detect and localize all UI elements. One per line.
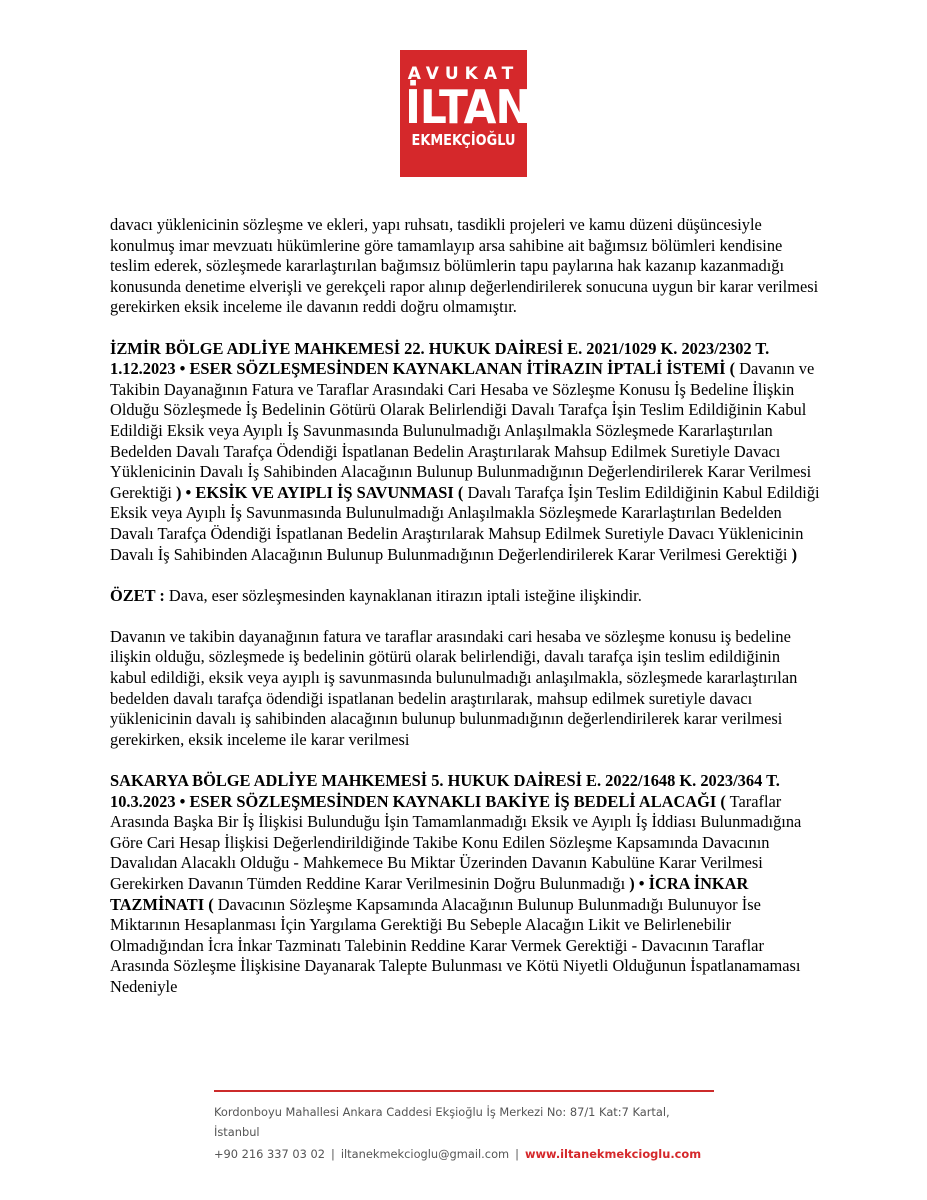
izmir-heading: İZMİR BÖLGE ADLİYE MAHKEMESİ 22. HUKUK DAİRESİ E. 2021/1029 K. 2023/2302 T. 1.12.2023 • ESER SÖZLEŞMESİNDEN KAYNAKLANAN İTİRAZIN İPTALİ İSTEMİ ( [110, 338, 770, 379]
ozet-label: ÖZET : [110, 585, 165, 605]
izmir-summary-1: Davanın ve Takibin Dayanağının Fatura ve Taraflar Arasındaki Cari Hesaba ve Sözleşme Konusu İş Bedeline İlişkin Olduğu Sözleşmede İş Bedelinin Götürü Olarak Belirlendiği Davalı Tarafça İşin Teslim Edildiğinin Kabul Edildiği Eksik veya Ayıplı İş Savunmasında Bulunulmadığı Anlaşılmakla Sözleşmede Kararlaştırılan Bedelden Davalı Tarafça Ödendiği İspatlanan Bedelin Araştırılarak Mahsup Edilmek Suretiyle Davacı Yüklenicinin Davalı İş Sahibinden Alacağının Bulunup Bulunmadığının Değerlendirilerek Karar Verilmesi Gerektiği [110, 359, 815, 502]
footer-contact-line [214, 1144, 714, 1164]
document-body [110, 215, 820, 1018]
logo-line-avukat: AVUKAT [407, 64, 520, 84]
ozet-text: Dava, eser sözleşmesinden kaynaklanan itirazın iptali isteğine ilişkindir. [164, 585, 642, 605]
footer-phone: +90 216 337 03 02 [214, 1147, 325, 1161]
sakarya-heading: SAKARYA BÖLGE ADLİYE MAHKEMESİ 5. HUKUK DAİRESİ E. 2022/1648 K. 2023/364 T. 10.3.2023 • ESER SÖZLEŞMESİNDEN KAYNAKLI BAKİYE İŞ BEDELİ ALACAĞI ( [110, 771, 780, 811]
logo-line-ekmekcioglu: EKMEKÇİOĞLU [411, 131, 516, 149]
paragraph-izmir-decision [110, 339, 820, 566]
footer-separator: | [331, 1147, 335, 1161]
footer-website: www.iltanekmekcioglu.com [524, 1147, 702, 1161]
sakarya-summary-2: Davacının Sözleşme Kapsamında Alacağının Bulunup Bulunmadığı Bulunuyor İse Miktarının Hesaplanması İçin Yargılama Gerektiği Bu Sebeple Alacağın Likit ve Belirlenebilir Olmadığından İcra İnkar Tazminatı Talebinin Reddine Karar Vermek Gerektiği - Davacının Taraflar Arasında Sözleşme İlişkisine Dayanarak Talepte Bulunması ve Kötü Niyetli Olduğunun İspatlanamaması Nedeniyle [110, 894, 801, 996]
sakarya-summary-1: Taraflar Arasında Başka Bir İş İlişkisi Bulunduğu İşin Tamamlanmadığı Eksik ve Ayıplı İş İddiası Bulunmadığına Göre Cari Hesap İlişkisi Değerlendirildiğinde Takibe Konu Edilen Sözleşme Kapsamında Davacının Davalıdan Alacaklı Olduğu - Mahkemece Bu Miktar Üzerinden Davanın Kabulüne Karar Verilmesi Gerekirken Davanın Tümden Reddine Karar Verilmesinin Doğru Bulunmadığı [110, 791, 802, 893]
law-firm-logo [400, 50, 530, 177]
paragraph-ozet [110, 586, 820, 607]
logo-line-iltan: İLTAN [405, 80, 530, 134]
footer-divider [214, 1090, 714, 1092]
izmir-heading-2: ) • EKSİK VE AYIPLI İŞ SAVUNMASI ( [176, 482, 464, 502]
paragraph-intro: davacı yüklenicinin sözleşme ve ekleri, yapı ruhsatı, tasdikli projeleri ve kamu düzeni düşüncesiyle konulmuş imar mevzuatı hükümlerine göre tamamlayıp arsa sahibine ait bağımsız bölümleri kendisine teslim ederek, sözleşmede kararlaştırılan bağımsız bölümlerin tapu paylarına hak kazanıp kazanmadığı konusunda denetime elverişli ve gerekçeli rapor alınıp değerlendirilerek sonucuna uygun bir karar verilmesi gerekirken eksik inceleme ile davanın reddi doğru olmamıştır. [110, 215, 819, 317]
footer-address: Kordonboyu Mahallesi Ankara Caddesi Ekşioğlu İş Merkezi No: 87/1 Kat:7 Kartal, İstanbul [214, 1105, 670, 1139]
paragraph-sakarya-decision [110, 771, 820, 998]
footer-separator: | [515, 1147, 519, 1161]
izmir-summary-2: Davalı Tarafça İşin Teslim Edildiğinin Kabul Edildiği Eksik veya Ayıplı İş Savunmasında Bulunulmadığı Anlaşılmakla Sözleşmede Kararlaştırılan Bedelden Davalı Tarafça Ödendiği İspatlanan Bedelin Araştırılarak Mahsup Edilmek Suretiyle Davacı Yüklenicinin Davalı İş Sahibinden Alacağının Bulunup Bulunmadığının Değerlendirilerek Karar Verilmesi Gerektiği [110, 482, 820, 564]
page-footer [214, 1090, 714, 1164]
footer-email: iltanekmekcioglu@gmail.com [340, 1147, 510, 1161]
paragraph-reasoning: Davanın ve takibin dayanağının fatura ve taraflar arasındaki cari hesaba ve sözleşme konusu iş bedeline ilişkin olduğu, sözleşmede iş bedelinin götürü olarak belirlendiği, davalı tarafça işin teslim edildiğinin kabul edildiği, eksik veya ayıplı iş savunmasında bulunulmadığı anlaşılmakla, sözleşmede kararlaştırılan bedelden davalı tarafça ödendiği ispatlanan bedelin araştırılarak, mahsup edilmek suretiyle davacı yüklenicinin davalı iş sahibinden alacağının bulunup bulunmadığının değerlendirilerek karar verilmesi gerekirken, eksik inceleme ile karar verilmesi [110, 626, 798, 749]
sakarya-heading-2: ) • İCRA İNKAR TAZMİNATI ( [110, 874, 749, 914]
izmir-closing-paren: ) [791, 544, 798, 564]
